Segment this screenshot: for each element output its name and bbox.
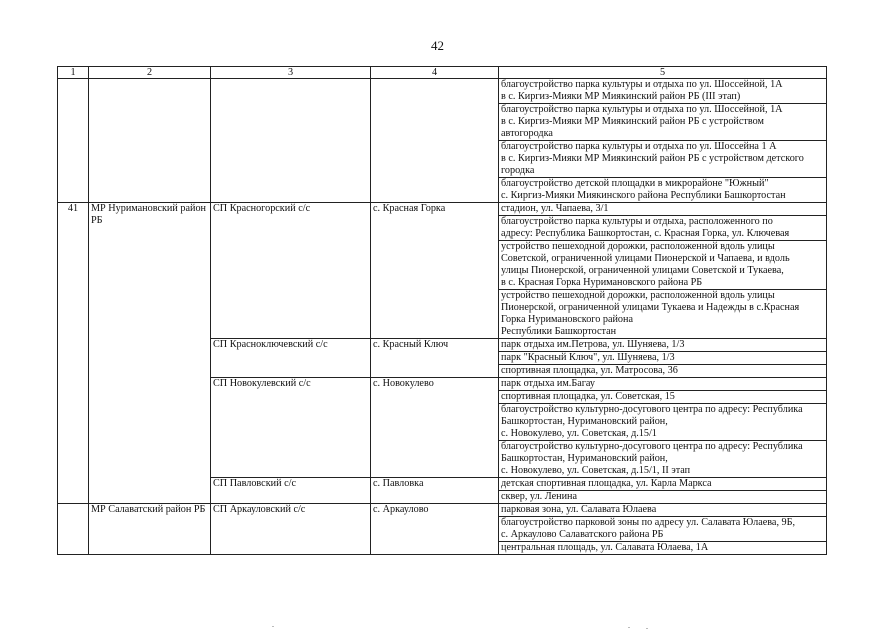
district-name: МР Нуримановский район РБ (89, 203, 211, 504)
object-text-line: детская спортивная площадка, ул. Карла Маркса (501, 478, 712, 489)
scan-speck (628, 627, 630, 628)
table-row (58, 203, 827, 216)
object-cell (499, 290, 827, 339)
settlement-name: СП Павловский с/с (211, 478, 371, 504)
locality-name: с. Павловка (371, 478, 499, 504)
object-text-line: стадион, ул. Чапаева, 3/1 (501, 203, 609, 214)
object-text-line: благоустройство парка культуры и отдыха по ул. Шоссейной, 1А (501, 79, 783, 90)
district-name: МР Салаватский район РБ (89, 504, 211, 555)
object-text-line: центральная площадь, ул. Салавата Юлаева, 1А (501, 542, 709, 553)
header-cell: 1 (58, 67, 89, 79)
settlement-name: СП Красноключевский с/с (211, 339, 371, 378)
object-cell (499, 216, 827, 241)
locality-name: с. Аркаулово (371, 504, 499, 555)
object-text-line: с. Киргиз-Мияки Миякинского района Республики Башкортостан (501, 190, 786, 201)
object-text-line: сквер, ул. Ленина (501, 491, 577, 502)
object-cell (499, 491, 827, 504)
object-text-line: автогородка (501, 128, 553, 139)
object-cell (499, 478, 827, 491)
empty-cell (58, 79, 89, 203)
scan-speck (272, 626, 274, 627)
object-text-line: парковая зона, ул. Салавата Юлаева (501, 504, 657, 515)
object-text-line: спортивная площадка, ул. Советская, 15 (501, 391, 675, 402)
object-text-line: благоустройство культурно-досугового центра по адресу: Республика (501, 441, 803, 452)
object-cell (499, 365, 827, 378)
registry-table (57, 66, 827, 555)
object-text-line: Республики Башкортостан (501, 326, 617, 337)
page-number: 42 (431, 38, 444, 53)
object-text-line: парк "Красный Ключ", ул. Шуняева, 1/3 (501, 352, 675, 363)
object-cell (499, 441, 827, 478)
empty-cell (211, 79, 371, 203)
object-cell (499, 241, 827, 290)
locality-name: с. Новокулево (371, 378, 499, 478)
object-text-line: с. Аркаулово Салаватского района РБ (501, 529, 664, 540)
object-cell (499, 141, 827, 178)
object-text-line: с. Новокулево, ул. Советская, д.15/1 (501, 428, 657, 439)
locality-name: с. Красная Горка (371, 203, 499, 339)
object-text-line: устройство пешеходной дорожки, расположенной вдоль улицы (501, 241, 775, 252)
header-cell: 3 (211, 67, 371, 79)
header-cell: 5 (499, 67, 827, 79)
object-text-line: благоустройство парка культуры и отдыха, расположенного по (501, 216, 773, 227)
object-cell (499, 79, 827, 104)
object-text-line: Горка Нуримановского района (501, 314, 633, 325)
object-text-line: Пионерской, ограниченной улицами Тукаева и Надежды в с.Красная (501, 302, 800, 313)
object-cell (499, 104, 827, 141)
object-cell (499, 203, 827, 216)
object-text-line: Башкортостан, Нуримановский район, (501, 453, 668, 464)
scan-speck (646, 628, 648, 629)
object-text-line: в с. Киргиз-Мияки МР Миякинский район РБ с устройством (501, 116, 764, 127)
empty-cell (89, 79, 211, 203)
object-text-line: в с. Красная Горка Нуримановского района РБ (501, 277, 703, 288)
object-text-line: Башкортостан, Нуримановский район, (501, 416, 668, 427)
object-text-line: благоустройство детской площадки в микрорайоне "Южный" (501, 178, 769, 189)
object-text-line: благоустройство парковой зоны по адресу ул. Салавата Юлаева, 9Б, (501, 517, 796, 528)
table-row (58, 504, 827, 517)
locality-name: с. Красный Ключ (371, 339, 499, 378)
header-row (58, 67, 827, 79)
object-cell (499, 542, 827, 555)
settlement-name: СП Аркауловский с/с (211, 504, 371, 555)
object-text-line: благоустройство культурно-досугового центра по адресу: Республика (501, 404, 803, 415)
object-text-line: устройство пешеходной дорожки, расположенной вдоль улицы (501, 290, 775, 301)
header-cell: 2 (89, 67, 211, 79)
row-number (58, 504, 89, 555)
object-cell (499, 391, 827, 404)
object-text-line: благоустройство парка культуры и отдыха по ул. Шоссейна 1 А (501, 141, 777, 152)
empty-cell (371, 79, 499, 203)
object-text-line: парк отдыха им.Багау (501, 378, 595, 389)
object-cell (499, 517, 827, 542)
table-row (58, 79, 827, 104)
object-text-line: городка (501, 165, 535, 176)
object-cell (499, 404, 827, 441)
object-cell (499, 178, 827, 203)
object-text-line: в с. Киргиз-Мияки МР Миякинский район РБ (III этап) (501, 91, 741, 102)
row-number: 41 (58, 203, 89, 504)
object-cell (499, 352, 827, 365)
object-cell (499, 339, 827, 352)
object-text-line: благоустройство парка культуры и отдыха по ул. Шоссейной, 1А (501, 104, 783, 115)
object-text-line: улицы Пионерской, ограниченной улицами Советской и Тукаева, (501, 265, 784, 276)
object-text-line: Советской, ограниченной улицами Пионерской и Чапаева, и вдоль (501, 253, 790, 264)
settlement-name: СП Красногорский с/с (211, 203, 371, 339)
object-text-line: спортивная площадка, ул. Матросова, 36 (501, 365, 678, 376)
object-cell (499, 378, 827, 391)
object-text-line: с. Новокулево, ул. Советская, д.15/1, II этап (501, 465, 691, 476)
settlement-name: СП Новокулевский с/с (211, 378, 371, 478)
object-text-line: в с. Киргиз-Мияки МР Миякинский район РБ с устройством детского (501, 153, 804, 164)
object-text-line: парк отдыха им.Петрова, ул. Шуняева, 1/3 (501, 339, 685, 350)
header-cell: 4 (371, 67, 499, 79)
object-text-line: адресу: Республика Башкортостан, с. Красная Горка, ул. Ключевая (501, 228, 790, 239)
object-cell (499, 504, 827, 517)
